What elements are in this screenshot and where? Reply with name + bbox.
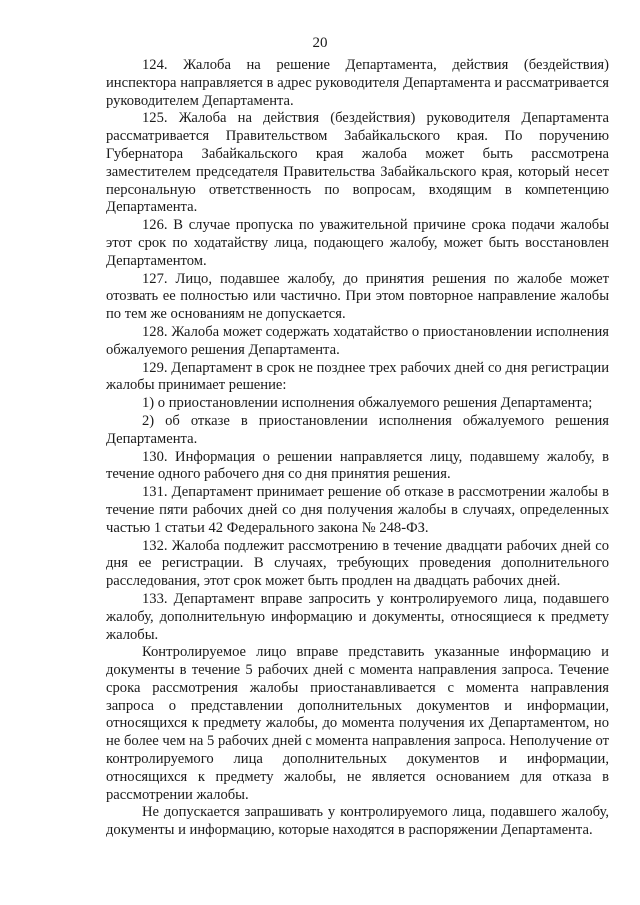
paragraph-133-continuation: Контролируемое лицо вправе представить указанные информацию и документы в течение 5 рабочих дней с момента направления запроса. Течение срока рассмотрения жалобы приостанавливается с момента направления запроса о представлении дополнительных документов и информации, относящихся к предмету жалобы, до момента получения их Департаментом, но не более чем на 5 рабочих дней с момента направления запроса. Неполучение от контролируемого лица дополнительных документов и информации, относящихся к предмету жалобы, не является основанием для отказа в рассмотрении жалобы. — [106, 644, 609, 803]
document-body — [106, 57, 609, 840]
paragraph-129-item-2: 2) об отказе в приостановлении исполнения обжалуемого решения Департамента. — [106, 412, 609, 447]
paragraph-133: 133. Департамент вправе запросить у контролируемого лица, подавшего жалобу, дополнительную информацию и документы, относящиеся к предмету жалобы. — [106, 590, 609, 643]
page-number: 20 — [312, 35, 328, 51]
paragraph-126: 126. В случае пропуска по уважительной причине срока подачи жалобы этот срок по ходатайству лица, подающего жалобу, может быть восстановлен Департаментом. — [106, 217, 609, 269]
paragraph-128: 128. Жалоба может содержать ходатайство о приостановлении исполнения обжалуемого решения Департамента. — [106, 323, 609, 358]
paragraph-125: 125. Жалоба на действия (бездействия) руководителя Департамента рассматривается Правительством Забайкальского края. По поручению Губернатора Забайкальского края жалоба может быть рассмотрена заместителем председателя Правительства Забайкальского края, который несет персональную ответственность по вопросам, входящим в компетенцию Департамента. — [106, 110, 609, 216]
paragraph-131: 131. Департамент принимает решение об отказе в рассмотрении жалобы в течение пяти рабочих дней со дня получения жалобы в случаях, определенных частью 1 статьи 42 Федерального закона № 248-ФЗ. — [106, 484, 609, 536]
paragraph-132: 132. Жалоба подлежит рассмотрению в течение двадцати рабочих дней со дня ее регистрации. В случаях, требующих проведения дополнительного расследования, этот срок может быть продлен на двадцать рабочих дней. — [106, 537, 609, 590]
paragraph-130: 130. Информация о решении направляется лицу, подавшему жалобу, в течение одного рабочего дня со дня принятия решения. — [106, 448, 609, 483]
paragraph-129: 129. Департамент в срок не позднее трех рабочих дней со дня регистрации жалобы принимает решение: — [106, 359, 609, 394]
paragraph-124: 124. Жалоба на решение Департамента, действия (бездействия) инспектора направляется в адрес руководителя Департамента и рассматривается руководителем Департамента. — [106, 57, 609, 109]
paragraph-129-item-1: 1) о приостановлении исполнения обжалуемого решения Департамента; — [142, 395, 593, 412]
paragraph-127: 127. Лицо, подавшее жалобу, до принятия решения по жалобе может отозвать ее полностью или частично. При этом повторное направление жалобы по тем же основаниям не допускается. — [106, 270, 609, 323]
paragraph-final: Не допускается запрашивать у контролируемого лица, подавшего жалобу, документы и информацию, которые находятся в распоряжении Департамента. — [106, 804, 609, 839]
